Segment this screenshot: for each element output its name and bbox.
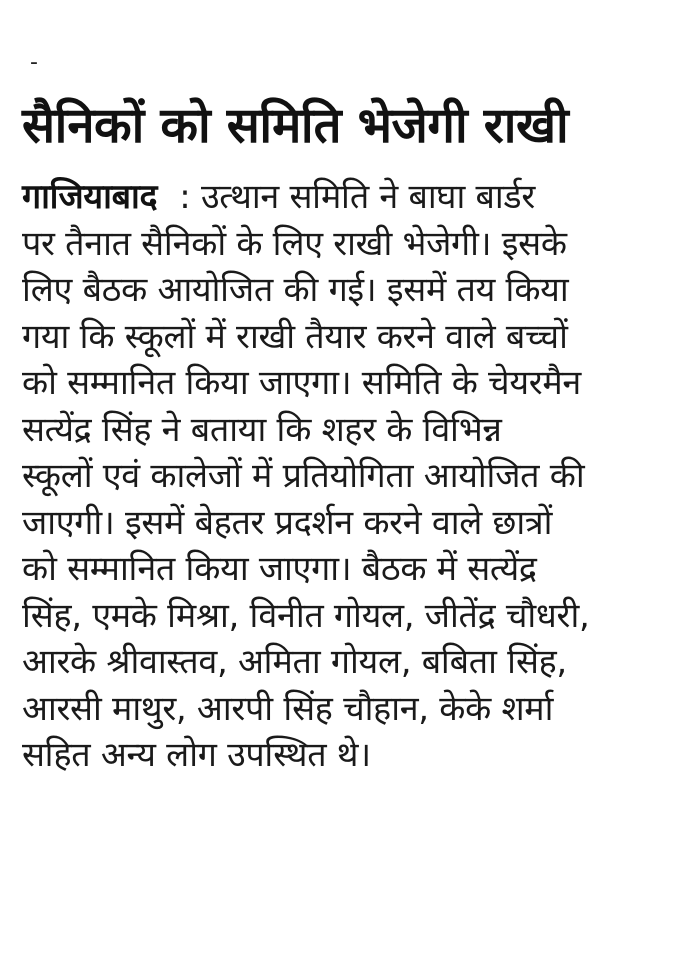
dateline: गाजियाबाद xyxy=(22,177,158,217)
article-line-4: गया कि स्कूलों में राखी तैयार करने वाले बच्चों xyxy=(22,316,568,357)
article-line-6: सत्येंद्र सिंह ने बताया कि शहर के विभिन्न xyxy=(22,409,502,450)
article-line-3: लिए बैठक आयोजित की गई। इसमें तय किया xyxy=(22,270,569,310)
article-line-13: सहित अन्य लोग उपस्थित थे। xyxy=(22,735,371,775)
article-line-8: जाएगी। इसमें बेहतर प्रदर्शन करने वाले छात्रों xyxy=(22,502,553,543)
article-line-7: स्कूलों एवं कालेजों में प्रतियोगिता आयोजित की xyxy=(22,456,585,496)
column-top-mark: - xyxy=(30,50,38,75)
article-text: : उत्थान समिति ने बाघा बार्डर xyxy=(179,177,535,217)
article-line-2: पर तैनात सैनिकों के लिए राखी भेजेगी। इसके xyxy=(22,223,567,264)
article-line-11: आरके श्रीवास्तव, अमिता गोयल, बबिता सिंह, xyxy=(22,642,567,682)
headline: सैनिकों को समिति भेजेगी राखी xyxy=(22,97,569,154)
article-line-1 xyxy=(22,174,662,221)
article-line-12: आरसी माथुर, आरपी सिंह चौहान, केके शर्मा xyxy=(22,688,554,729)
article-line-9: को सम्मानित किया जाएगा। बैठक में सत्येंद्र xyxy=(22,549,537,589)
article-body xyxy=(22,174,662,779)
article-line-5: को सम्मानित किया जाएगा। समिति के चेयरमैन xyxy=(22,363,581,403)
article-line-10: सिंह, एमके मिश्रा, विनीत गोयल, जीतेंद्र चौधरी, xyxy=(22,595,590,636)
